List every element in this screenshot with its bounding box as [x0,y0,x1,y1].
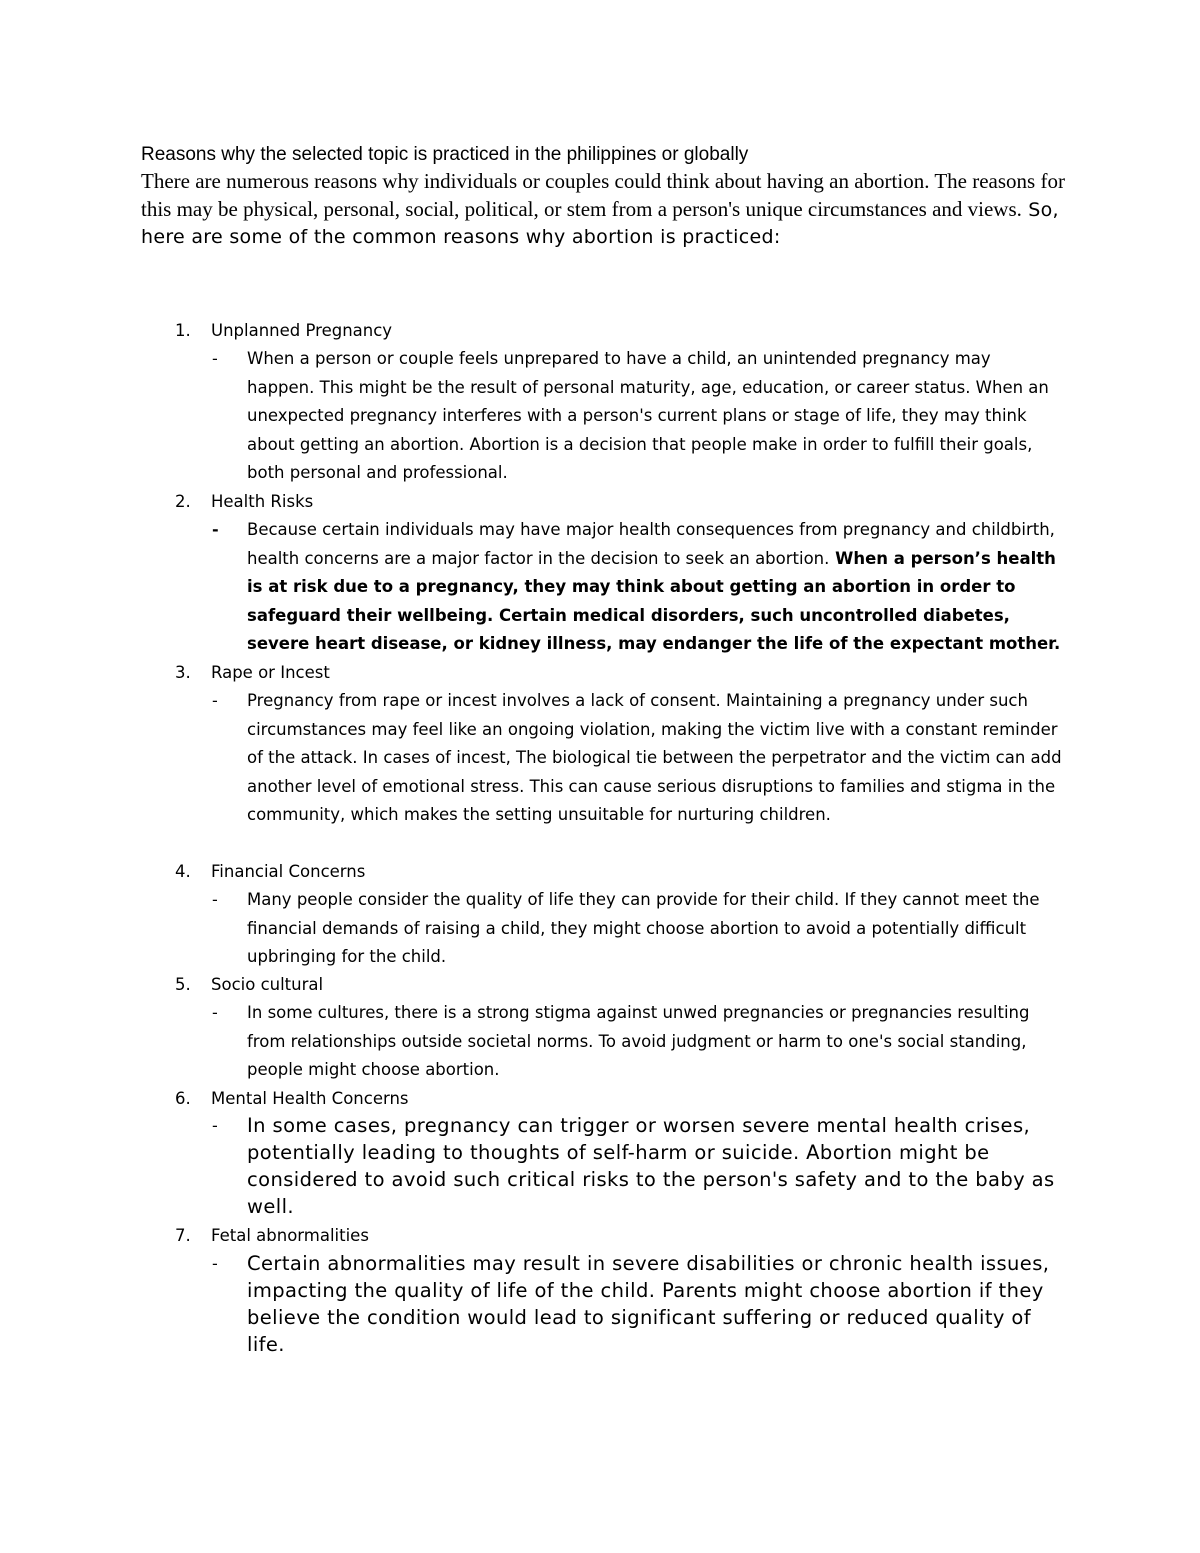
list-item-dash: - [212,1254,218,1273]
intro-tail-text: So, here are some of the common reasons why abortion is practiced: [141,199,1059,248]
list-item-text: When a person or couple feels unprepared to have a child, an unintended pregnancy may happen. This might be the result of personal maturity, age, education, or career status. When an unexpected pregnancy interferes with a person's current plans or stage of life, they may think about getting an abortion. Abortion is a decision that people make in order to fulfill their goals, both personal and professional. [247,349,1049,482]
list-item-number: 1. [175,321,191,340]
intro-paragraph [141,168,1071,251]
list-item-text-bold: When a person’s health is at risk due to a pregnancy, they may think about getting an abortion in order to safeguard their wellbeing. Certain medical disorders, such uncontrolled diabetes, severe heart disease, or kidney illness, may endanger the life of the expectant mother. [247,548,1061,653]
list-item-text: Pregnancy from rape or incest involves a lack of consent. Maintaining a pregnancy under such circumstances may feel like an ongoing violation, making the victim live with a constant reminder of the attack. In cases of incest, The biological tie between the perpetrator and the victim can add another level of emotional stress. This can cause serious disruptions to families and stigma in the community, which makes the setting unsuitable for nurturing children. [247,691,1062,824]
list-item-title: Health Risks [211,492,314,511]
list-item-title: Rape or Incest [211,663,330,682]
list-item-text: In some cases, pregnancy can trigger or worsen severe mental health crises, potentially leading to thoughts of self-harm or suicide. Abortion might be considered to avoid such critical risks to the person's safety and to the baby as well. [247,1114,1055,1218]
list-item-text: Many people consider the quality of life they can provide for their child. If they cannot meet the financial demands of raising a child, they might choose abortion to avoid a potentially difficult upbringing for the child. [247,890,1040,966]
list-item-number: 6. [175,1089,191,1108]
list-item-text: In some cultures, there is a strong stigma against unwed pregnancies or pregnancies resulting from relationships outside societal norms. To avoid judgment or harm to one's social standing, people might choose abortion. [247,1003,1030,1079]
list-item-text-regular: Because certain individuals may have major health consequences from pregnancy and childbirth, health concerns are a major factor in the decision to seek an abortion. [247,520,1055,568]
document-heading: Reasons why the selected topic is practiced in the philippines or globally [141,144,749,165]
list-item-text [247,516,1062,659]
list-item-title: Unplanned Pregnancy [211,321,393,340]
list-item-number: 4. [175,862,191,881]
list-item-dash: - [212,1003,218,1022]
list-item-title: Financial Concerns [211,862,366,881]
intro-section [141,141,1071,251]
list-item-number: 3. [175,663,191,682]
list-item-title: Socio cultural [211,975,324,994]
list-item-title: Fetal abnormalities [211,1226,369,1245]
list-item-dash: - [212,1116,218,1135]
list-item-title: Mental Health Concerns [211,1089,409,1108]
list-item-number: 7. [175,1226,191,1245]
list-item-number: 5. [175,975,191,994]
list-item-dash: - [212,520,219,539]
list-item-dash: - [212,890,218,909]
list-item-dash: - [212,691,218,710]
list-item-dash: - [212,349,218,368]
intro-serif-text: There are numerous reasons why individuals or couples could think about having an abortion. The reasons for this may be physical, personal, social, political, or stem from a person's unique circumstances and views. [141,169,1065,221]
list-item-number: 2. [175,492,191,511]
list-item-text: Certain abnormalities may result in severe disabilities or chronic health issues, impacting the quality of life of the child. Parents might choose abortion if they believe the condition would lead to significant suffering or reduced quality of life. [247,1252,1050,1356]
